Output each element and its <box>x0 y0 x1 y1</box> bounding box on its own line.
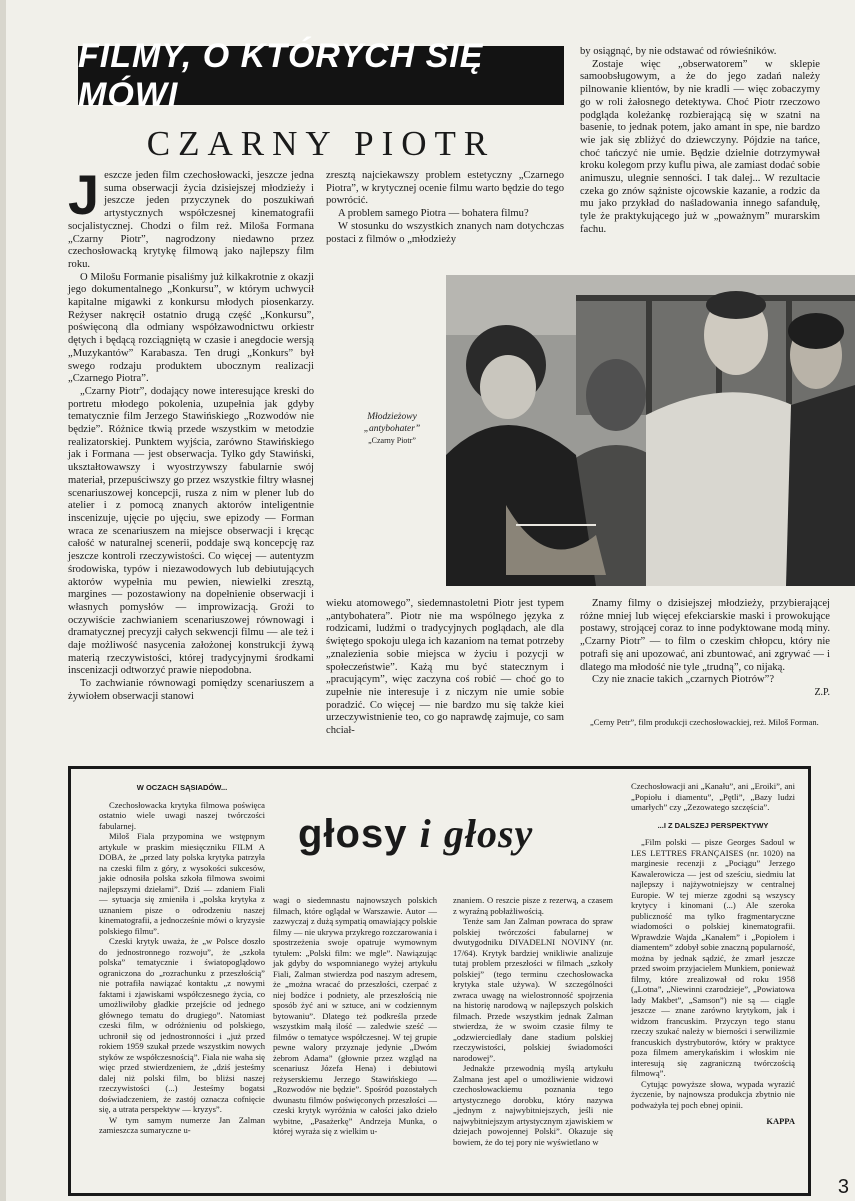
section-banner <box>78 36 564 114</box>
box-left-column <box>99 781 265 1136</box>
photo-caption <box>348 412 436 447</box>
paragraph: W stosunku do wszystkich znanych nam dotychczas postaci z filmów o „młodzieży <box>326 220 564 245</box>
paragraph: wieku atomowego”, siedemnastoletni Piotr jest typem „antybohatera”. Piotr nie ma wspólnego języka z rodzicami, ludźmi o tradycyjnych poglądach, ale dla świętego spokoju ulega ich kazaniom na temat potrzeby „znalezienia sobie miejsca w życiu i pozycji w społeczeństwie”. Każą mu być statecznym i „pracującym”, więc zaczyna coś robić — choć go to zupełnie nie interesuje i z niczym nie umie sobie poradzić. Co więcej — nie bardzo mu się także kiei urzeczywistnienie teo, co go naprawdę zajmuje, co sam chciał- <box>326 598 564 737</box>
paragraph: Tenże sam Jan Zalman powraca do spraw polskiej twórczości fabularnej w dwutygodniku DIVADELNI NOVINY (nr. 17/64). Krytyk bardziej wnikliwie analizuje tutaj problem przeszłości w filmach „szkoły polskiej” (tego terminu czechosłowacka krytyka stale używa). W szczególności zwraca uwagę na wielostronność spojrzenia na historię narodową w najlepszych polskich filmach. Przede wszystkim jednak Zalman stwierdza, że w swoim czasie filmy te „odzwierciedlały dane stadium polskiej rzeczywistości, polskiej świadomości narodowej”. <box>453 916 613 1063</box>
paragraph: zresztą najciekawszy problem estetyczny „Czarnego Piotra”, w krytycznej ocenie filmu warto będzie do tego powrócić. <box>326 170 564 207</box>
paragraph: Czy nie znacie takich „czarnych Piotrów”? <box>592 674 775 686</box>
caption-line: „Czarny Piotr” <box>368 436 416 445</box>
box-right-column <box>631 781 795 1127</box>
paragraph: „Film polski — pisze Georges Sadoul w LES LETTRES FRANÇAISES (nr. 1020) na marginesie recenzji z „Pociągu” Jerzego Kawalerowicza — jest od sześciu, siedmiu lat najlepszy i najżywotniejszy w centralnej Europie. W tej mierze zgodni są wszyscy krytycy i kinomani (...) Ale szeroka publiczność ma tylko fragmentaryczne wiadomości o polskiej kinematografii. Wprawdzie Wajda „Kanałem” i „Popiołem i diamentem” zdobył sobie znaczną popularność, można by jednak sądzić, że zmarł jeszcze przed swoim przyjacielem Munkiem, ponieważ filmy, które zrealizował od roku 1958 („Lotna”, „Niewinni czarodzieje”, „Powiatowa lady Makbet”, „Samson”) nie są — ciągle jeszcze — znane zarówno krytykom, jak i widzom francuskim. Przyczyn tego stanu rzeczy szukać należy w bierności i serwilizmie francuskich dystrybutorów, który w praktyce poza filmem amerykańskim i włoskim nie interesują się zagraniczną twórczością filmową”. <box>631 837 795 1078</box>
paragraph: wagi o siedemnastu najnowszych polskich filmach, które oglądał w Warszawie. Autor — zazwyczaj z dużą sympatią omawiający polskie filmy — nie ukrywa przykrego rozczarowania i spostrzeżenia swoje opatruje wymownym tytułem: „Polski film: we mgle”. Nawiązując jak gdyby do wspomnianego wyżej artykułu Fiali, Zalman stwierdza pod naszym adresem, że „można wracać do przeszłości, czerpać z niej bodźce i podniety, ale przeszłością nie sposób żyć ani w sztuce, ani w codziennym bytowaniu”. Dlatego też podkreśla przede wszystkim małą ilość — zaledwie sześć — filmów o tematyce współczesnej. W tej grupie pewne walory przyznaje jedynie „Dwóm żebrom Adama” (głownie przez wzgląd na scenariusz Józefa Hena) i debiutowi reżyserskiemu Jerzego Stawińskiego — „Rozwodów nie będzie”. Spośród pozostałych dwunastu filmów poświęconych przeszłości — czeski krytyk wyróżnia w całości jako dzieło wybitne, „Pasażerkę” Andrzeja Munka, o której wyraża się z wielkim u- <box>273 895 437 1136</box>
column-3-continued <box>580 598 830 700</box>
column-2-continued <box>326 598 564 738</box>
box-middle-column-1 <box>273 895 437 1137</box>
drop-cap: J <box>68 163 100 226</box>
author-signature: KAPPA <box>766 1116 795 1126</box>
box-middle-column-2 <box>453 895 613 1147</box>
caption-line: Młodzieżowy <box>367 412 417 422</box>
film-still-photo <box>446 275 855 586</box>
glosy-conjunction: i <box>419 811 432 856</box>
author-signature: Z.P. <box>814 686 830 698</box>
paragraph: znaniem. O reszcie pisze z rezerwą, a czasem z wyraźną pobłażliwością. <box>453 895 613 916</box>
paragraph: A problem samego Piotra — bohatera filmu? <box>338 208 529 220</box>
film-credit: „Cerny Petr”, film produkcji czechosłowackiej, reż. Miloš Forman. <box>590 717 819 727</box>
paragraph: Czeski krytyk uważa, że „w Polsce doszło do jednostronnego rozwoju”, że „szkoła polska” tematycznie i światopoglądowo ograniczona do „rozrachunku z przeszłością” nie potrafiła nawiązać kontaktu „z nowymi faktami i zjawiskami współczesnego życia, co umożliwiłoby gładkie przejście od jednego głównego tematu do drugiego”. Natomiast czeski film, w odróżnieniu od polskiego, uchronił się od jednostronności i „już przed rokiem 1959 szukał przede wszystkim nowych styków ze współczesnością”. Fiala nie waha się więc przed stwierdzeniem, że „dziś jesteśmy dalej niż polski film, bo bliżsi naszej rzeczywistości (...) Jesteśmy bogatsi doświadczeniem, że zastój oznacza cofnięcie się, a utrata perspektyw — kryzys”. <box>99 936 265 1114</box>
column-3 <box>580 46 820 237</box>
caption-line: „antybohater” <box>363 423 421 434</box>
column-2 <box>326 170 564 246</box>
banner-text: FILMY, O KTÓRYCH SIĘ MÓWI <box>78 36 484 114</box>
paragraph: Znamy filmy o dzisiejszej młodzieży, przybierającej różne mniej lub więcej efekciarskie maski i prowokujące postawy, strojącej coraz to inne podyktowane modą miny. „Czarny Piotr” — to film o czeskim chłopcu, który nie potrafi się ani upozować, ani zbuntować, ani zgrywać — i dlatego ma młodość nie tyle „trudną”, co nijaką. <box>580 598 830 673</box>
paragraph: Miloš Fiala przypomina we wstępnym artykule w praskim miesięczniku FILM A DOBA, że „przed laty polska krytyka patrzyła na czeski film z góry, z wysokości sukcesów, jakie odnosiła polska szkoła filmowa swoimi najlepszymi dziełami”. Dziś — zdaniem Fiali — sytuacja się zmieniła i „polska krytyka z uznaniem pisze o odrodzeniu naszej kinematografii, a jednocześnie mówi o kryzysie polskiego filmu”. <box>99 831 265 936</box>
section-heading: ...I Z DALSZEJ PERSPEKTYWY <box>657 820 769 830</box>
paragraph: Jeszcze jeden film czechosłowacki, jeszcze jedna suma obserwacji życia dzisiejszej młodzieży i jeszcze jeden przyczynek do poszukiwań artystycznych współczesnej kinematografii socjalistycznej. Chodzi o film reż. Miloša Formana „Czarny Piotr”, nagrodzony niedawno przez czechosłowacką krytykę filmową jako najlepszy film roku. <box>68 163 314 270</box>
paragraph: Cytując powyższe słowa, wypada wyrazić życzenie, by najnowsza produkcja zbytnio nie podważyła tej poch ebnej opinii. <box>631 1078 795 1110</box>
paragraph: O Milošu Formanie pisaliśmy już kilkakrotnie z okazji jego dokumentalnego „Konkursu”, w którym uchwycił kapitalne migawki z konkursu młodych piosenkarzy. Reżyser nakręcił ostatnio drugą część „Konkursu”, poświęconą dla odmiany współzawodnictwu orkiestr dętych i będącą rozciągniętą w czasie i anegdocie wersją „Muzykantów” Karabasza. Ten drugi „Konkurs” był swego rodzaju produktem ubocznym realizacji „Czarnego Piotra”. <box>68 271 314 385</box>
article-title: CZARNY PIOTR <box>146 124 496 163</box>
paragraph: „Czarny Piotr”, dodający nowe interesujące kreski do portretu młodego pokolenia, uzupełnia jak gdyby tematycznie film Jerzego Stawińskiego „Rozwodów nie będzie”. Różnice tkwią przede wszystkim w metodzie realizatorskiej. Punktem wyjścia, zarówno Stawińskiego jak i Formana — jest obserwacja. Tylko gdy Stawiński, ukształtowawszy i wyostrzywszy fabularnie swój materiał, przepuściwszy go przez wszystkie filtry własnej scenariuszowej koncepcji, rusza z nim w plener lub do atelier i z pomocą znanych aktorów inteligentnie inscenizuje, ujęcie po ujęciu, swe epizody — Forman wraca ze scenariuszem na miejsce obserwacji i kręcąc całość w naturalnej scenerii, poddaje swą koncepcję raz jeszcze kontroli rzeczywistości. Co więcej — autentyzm środowiska, typów i niezawodowych lub debiutujących aktorów wypełnia mu pewien, niewielki zresztą, margines — pozostawiony na dopełnienie obserwacji i własnych pomysłów — improwizacją. Groźi to oczywiście zachwianiem scenariuszowej równowagi i dramatycznej precyzji całych sekwencji filmu — ale też i daje możliwość nasycenia założonej konstrukcji żywą materią rzeczywistości, której tradycyjnymi środkami inscenizacji odtworzyć prawie niepodobna. <box>68 385 314 677</box>
paragraph: by osiągnąć, by nie odstawać od rówieśników. <box>580 46 777 57</box>
column-1 <box>68 163 314 704</box>
section-heading: W OCZACH SĄSIADÓW... <box>136 783 228 792</box>
glosy-heading <box>298 810 533 857</box>
page-number: 3 <box>837 1176 849 1198</box>
paragraph: Czechosłowacka krytyka filmowa poświęca ostatnio wiele uwagi naszej twórczości fabularnej. <box>99 799 265 831</box>
paragraph: Jednakże przewodnią myślą artykułu Zalmana jest apel o umożliwienie widzowi czechosłowackiemu poznania tego artystycznego dorobku, który nazywa „jednym z najwybitniejszych, jeśli nie najwybitniejszym artystycznym zjawiskiem w dziejach powojennej Polski”. Okazuje się bowiem, że do tej pory nie wyświetlano w <box>453 1063 613 1147</box>
paragraph: To zachwianie równowagi pomiędzy scenariuszem a żywiołem obserwacji stanowi <box>68 678 314 702</box>
glosy-word-italic: głosy <box>443 811 534 856</box>
paragraph: Czechosłowacji ani „Kanału”, ani „Eroiki”, ani „Popiołu i diamentu”, „Pętli”, „Bazy ludzi umarłych” czy „Zezowatego szczęścia”. <box>631 781 795 812</box>
page-edge <box>0 0 6 1201</box>
paragraph: Zostaje więc „obserwatorem” w sklepie samoobsługowym, a że do jego zadań należy pilnowanie klientów, by nie kradli — więc zobaczymy go w roli żałosnego detektywa. Choć Piotr rzeczowo podgląda koleżankę rozbierającą się w szatni na basenie, to jednak potem, jako amant in spe, nie bardzo wie jak się zbliżyć do dziewczyny. Pójdzie na tańce, choć tańczyć nie umie. Będzie dzielnie dotrzymywał kroku kolegom przy kuflu piwa, ale zamiast dodać sobie animuszu, ulegnie senności. I tak dalej... W rezultacie czeka go znów sążniste ojcowskie kazanie, a rodzic da mu jako przykład do naśladowania innego safandułę, tyle że praktykującego już w „poważnym” murarskim fachu. <box>580 58 820 235</box>
paragraph: W tym samym numerze Jan Zalman zamieszcza sumaryczne u- <box>99 1114 265 1135</box>
glosy-word: głosy <box>298 812 408 856</box>
photo-illustration <box>446 275 855 586</box>
